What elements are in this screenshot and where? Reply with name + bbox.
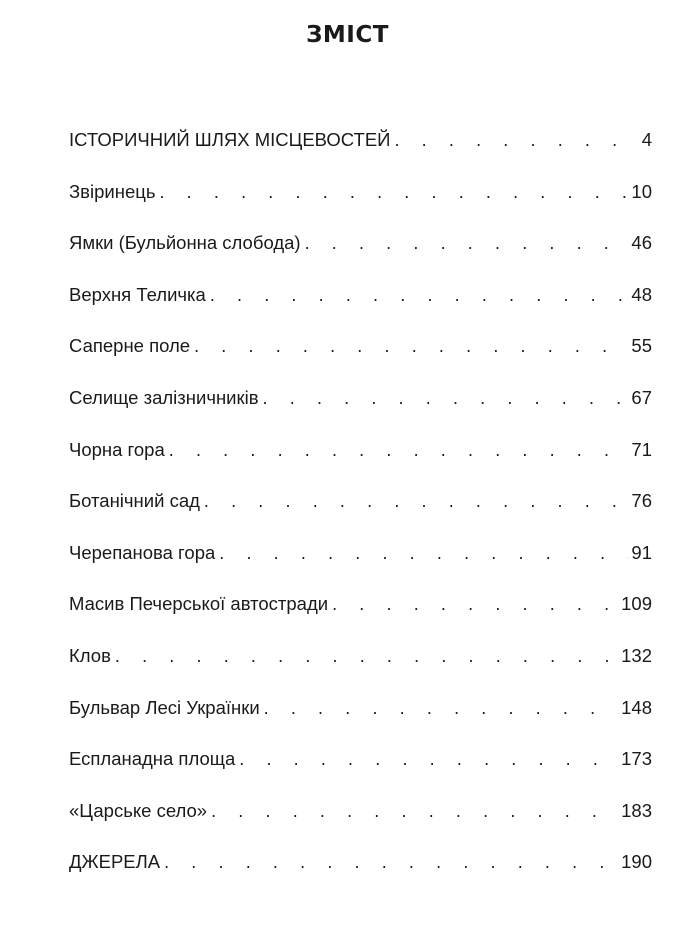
- toc-entry-title: Чорна гора: [69, 438, 165, 460]
- dot-leader: [235, 745, 619, 773]
- dot-leader: [328, 590, 619, 618]
- toc-page-number: 10: [631, 180, 652, 202]
- toc-page-number: 67: [631, 386, 652, 408]
- toc-entry: [69, 487, 652, 539]
- toc-entry: [69, 848, 652, 900]
- toc-entry: [69, 126, 652, 178]
- toc-entry-title: ДЖЕРЕЛА: [69, 851, 161, 873]
- toc-entry: [69, 332, 652, 384]
- toc-entry-title: Ботанічний сад: [69, 490, 200, 512]
- toc-page-number: 55: [631, 335, 652, 357]
- dot-leader: [160, 848, 619, 876]
- toc-entry-title: Верхня Теличка: [69, 283, 206, 305]
- toc-entry: [69, 745, 652, 797]
- toc-entry: [69, 797, 652, 849]
- dot-leader: [206, 281, 630, 309]
- dot-leader: [155, 178, 629, 206]
- toc-entry-title: Масив Печерської автостради: [69, 593, 329, 615]
- toc-entry-title: «Царське село»: [69, 799, 208, 821]
- toc-page-number: 4: [641, 129, 652, 150]
- toc-entry: [69, 590, 652, 642]
- dot-leader: [165, 436, 630, 464]
- toc-page-number: 183: [621, 799, 652, 821]
- toc-page-number: 71: [631, 438, 652, 460]
- toc-entry-title: Селище залізничників: [69, 386, 259, 408]
- toc-page-number: 76: [631, 490, 652, 512]
- dot-leader: [207, 797, 619, 825]
- toc-entry-title: Еспланадна площа: [69, 748, 236, 770]
- toc-entry-title: Ямки (Бульйонна слобода): [69, 232, 301, 254]
- toc-entry-title: Клов: [69, 644, 111, 666]
- toc-entry: [69, 229, 652, 281]
- toc-entry: [69, 539, 652, 591]
- toc-entry-title: ІСТОРИЧНИЙ ШЛЯХ МІСЦЕВОСТЕЙ: [69, 129, 391, 150]
- toc-page-number: 46: [631, 232, 652, 254]
- toc-page-number: 190: [621, 851, 652, 873]
- toc-page-number: 148: [621, 696, 652, 718]
- toc-page-number: 48: [631, 283, 652, 305]
- dot-leader: [301, 229, 630, 257]
- toc-entry-title: Бульвар Лесі Українки: [69, 696, 260, 718]
- toc-entry: [69, 694, 652, 746]
- toc-entry: [69, 642, 652, 694]
- toc-entry-title: Саперне поле: [69, 335, 191, 357]
- toc-entry: [69, 281, 652, 333]
- dot-leader: [390, 126, 639, 154]
- toc-page-number: 132: [621, 644, 652, 666]
- dot-leader: [260, 694, 619, 722]
- toc-page-number: 173: [621, 748, 652, 770]
- dot-leader: [111, 642, 619, 670]
- dot-leader: [215, 539, 629, 567]
- toc-entry: [69, 384, 652, 436]
- dot-leader: [190, 332, 629, 360]
- page-title: ЗМІСТ: [306, 22, 389, 48]
- table-of-contents: [69, 126, 652, 900]
- toc-entry: [69, 178, 652, 230]
- dot-leader: [259, 384, 630, 412]
- toc-page-number: 109: [621, 593, 652, 615]
- toc-entry: [69, 436, 652, 488]
- toc-entry-title: Черепанова гора: [69, 541, 216, 563]
- toc-page-number: 91: [631, 541, 652, 563]
- dot-leader: [200, 487, 630, 515]
- toc-entry-title: Звіринець: [69, 180, 156, 202]
